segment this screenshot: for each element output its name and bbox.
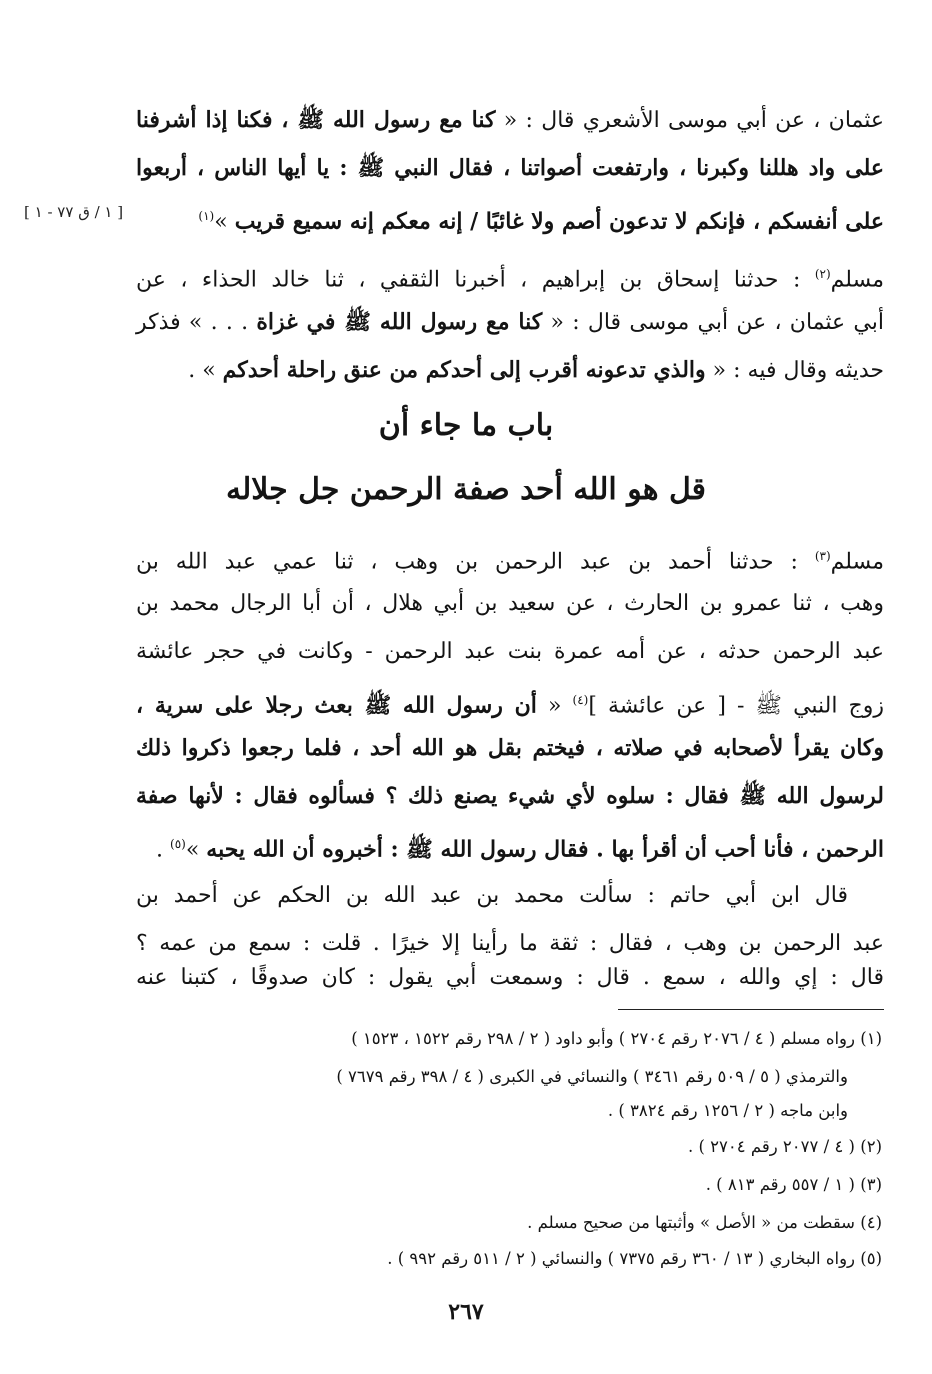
footnote-2: (٢) ( ٤ / ٢٠٧٧ رقم ٢٧٠٤ ) .: [687, 1137, 882, 1156]
text-line: [136, 254, 884, 298]
text-segment: زوج النبي ﷺ - [ عن عائشة ]: [588, 693, 884, 719]
source-name: مسلم: [830, 267, 884, 293]
chapter-heading-line-2: قل هو الله أحد صفة الرحمن جل جلاله: [225, 472, 707, 507]
footnote-ref: (٥): [170, 837, 186, 851]
text-segment: قال : إي والله ، سمع . قال : وسمعت أبي يقول : كان صدوقًا ، كتبنا عنه: [136, 965, 884, 990]
text-line: [136, 100, 884, 144]
footnote-ref: (٤): [572, 693, 589, 707]
footnote-4: (٤) سقطت من « الأصل » وأثبتها من صحيح مسلم .: [527, 1213, 882, 1232]
text-segment: .: [156, 837, 171, 863]
text-segment: قال ابن أبي حاتم : سألت محمد بن عبد الله بن الحكم عن أحمد بن: [136, 883, 848, 908]
footnote-ref: (١): [198, 209, 215, 223]
text-line: [136, 148, 884, 192]
hadith-text: الرحمن ، فأنا أحب أن أقرأ بها . فقال رسول الله ﷺ : أخبروه أن الله يحبه: [206, 836, 884, 863]
text-segment: عبد الرحمن بن وهب ، فقال : ثقة ما رأينا إلا خيرًا . قلت : سمع من عمه ؟: [136, 931, 884, 956]
text-line: [136, 958, 884, 1002]
text-segment: أبي عثمان ، عن أبي موسى قال : «: [542, 310, 884, 335]
hadith-text: كنا مع رسول الله ﷺ في غزاة: [256, 309, 543, 335]
text-line: [136, 536, 884, 580]
text-segment: حديثه وقال فيه : «: [705, 358, 884, 383]
hadith-text: كنا مع رسول الله ﷺ ، فكنا إذا أشرفنا: [136, 107, 496, 133]
hadith-text: أن رسول الله ﷺ بعث رجلا على سرية ،: [136, 692, 537, 719]
text-segment: » .: [188, 358, 223, 383]
footnote-ref: (٢): [814, 267, 831, 281]
text-line: [136, 776, 884, 820]
text-line: [136, 350, 884, 394]
text-line: [136, 302, 884, 346]
hadith-text: على أنفسكم ، فإنكم لا تدعون أصم ولا غائبًا / إنه معكم إنه سميع قريب: [234, 208, 884, 235]
footnote-1-continued: والترمذي ( ٥ / ٥٠٩ رقم ٣٤٦١ ) والنسائي في الكبرى ( ٤ / ٣٩٨ رقم ٧٦٧٩ ): [336, 1067, 848, 1086]
text-segment: عبد الرحمن حدثه ، عن أمه عمرة بنت عبد الرحمن - وكانت في حجر عائشة: [136, 639, 884, 664]
footnote-1: (١) رواه مسلم ( ٤ / ٢٠٧٦ رقم ٢٧٠٤ ) وأبو داود ( ٢ / ٢٩٨ رقم ١٥٢٢ ، ١٥٢٣ ): [351, 1029, 882, 1048]
text-line: [136, 632, 884, 676]
source-name: مسلم: [830, 549, 884, 575]
text-line: [136, 876, 848, 920]
quote-open: «: [536, 693, 573, 719]
hadith-text: وكان يقرأ لأصحابه في صلاته ، فيختم بقل هو الله أحد ، فلما رجعوا ذكروا ذلك: [136, 735, 884, 761]
text-line: [198, 196, 884, 240]
footnote-3: (٣) ( ١ / ٥٥٧ رقم ٨١٣ ) .: [705, 1175, 882, 1194]
text-segment: : حدثنا إسحاق بن إبراهيم ، أخبرنا الثقفي ، ثنا خالد الحذاء ، عن: [136, 267, 815, 293]
text-line: [136, 680, 884, 724]
chapter-heading-line-1: باب ما جاء أن: [378, 408, 554, 443]
footnote-1-continued: وابن ماجه ( ٢ / ١٢٥٦ رقم ٣٨٢٤ ) .: [607, 1101, 848, 1120]
text-line: [136, 584, 884, 628]
hadith-text: لرسول الله ﷺ فقال : سلوه لأي شيء يصنع ذلك ؟ فسألوه فقال : لأنها صفة: [136, 783, 884, 809]
manuscript-folio-note: [ ١ / ق ٧٧ - ١ ]: [24, 203, 124, 221]
hadith-text: على واد هللنا وكبرنا ، وارتفعت أصواتنا ، فقال النبي ﷺ : يا أيها الناس ، أربعوا: [136, 155, 884, 181]
hadith-text: والذي تدعونه أقرب إلى أحدكم من عنق راحلة أحدكم: [222, 357, 706, 383]
text-segment: . . . » فذكر: [136, 310, 257, 335]
quote-close: »: [214, 209, 235, 235]
page-number: ٢٦٧: [448, 1299, 484, 1325]
footnote-separator: [618, 1009, 884, 1010]
text-segment: عثمان ، عن أبي موسى الأشعري قال : «: [495, 108, 885, 133]
text-segment: وهب ، ثنا عمرو بن الحارث ، عن سعيد بن أبي هلال ، أن أبا الرجال محمد بن: [136, 591, 884, 616]
text-segment: : حدثنا أحمد بن عبد الرحمن بن وهب ، ثنا عمي عبد الله بن: [136, 549, 815, 575]
footnote-ref: (٣): [814, 549, 831, 563]
footnote-5: (٥) رواه البخاري ( ١٣ / ٣٦٠ رقم ٧٣٧٥ ) والنسائي ( ٢ / ٥١١ رقم ٩٩٢ ) .: [387, 1249, 882, 1268]
text-line: [136, 728, 884, 772]
text-line: [136, 824, 884, 868]
quote-close: »: [185, 837, 207, 863]
